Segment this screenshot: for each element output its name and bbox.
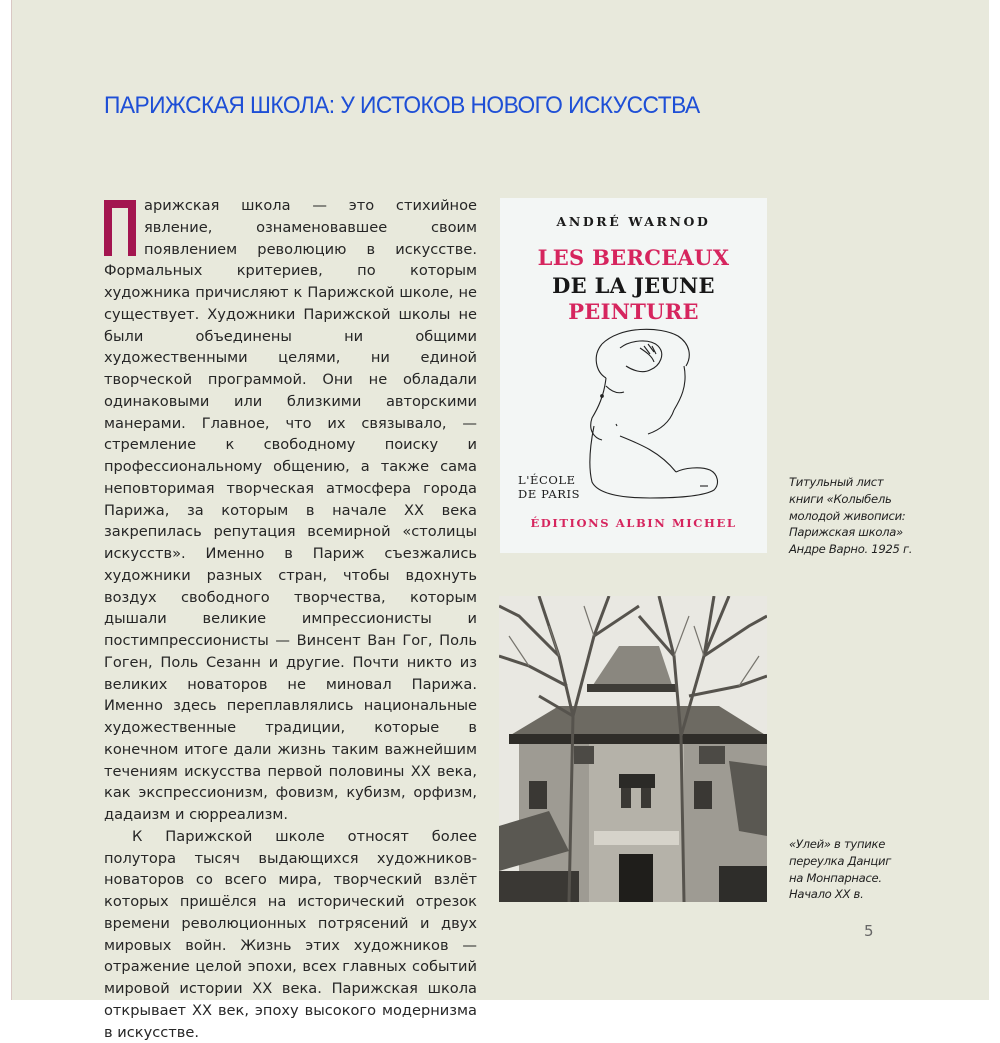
caption-line: Парижская школа» <box>789 525 903 540</box>
cover-subtitle <box>518 473 580 501</box>
cover-author: ANDRÉ WARNOD <box>556 214 711 229</box>
caption-line: переулка Данциг <box>789 853 892 868</box>
cover-title-line-1: LES BERCEAUX <box>537 245 730 270</box>
page-title: ПАРИЖСКАЯ ШКОЛА: У ИСТОКОВ НОВОГО ИСКУССТВА <box>104 92 700 119</box>
cover-caption <box>789 474 919 558</box>
article-body <box>104 195 477 1043</box>
caption-line: Начало XX в. <box>789 887 864 902</box>
photo-caption <box>789 836 919 903</box>
paragraph-2: К Парижской школе относят более полутора тысяч выдающихся художников-новаторов со всего мира, творческий взлёт которых пришёлся на исторический отрезок времени революционных потрясений и двух мировых войн. Жизнь этих художников — отражение целой эпохи, всех главных событий мировой истории XX века. Парижская школа открывает XX век, эпоху высокого модернизма в искусстве. <box>104 827 477 1041</box>
book-cover-image <box>500 198 767 553</box>
caption-line: книги «Колыбель <box>789 491 892 506</box>
paragraph-1 <box>104 195 477 826</box>
nude-sketch-icon <box>580 326 730 506</box>
cover-subtitle-line-1: L'ÉCOLE <box>518 473 576 487</box>
page-number: 5 <box>864 922 874 940</box>
caption-line: Титульный лист <box>789 475 884 489</box>
la-ruche-photo <box>499 596 767 902</box>
building-with-trees-icon <box>499 596 767 902</box>
caption-line: «Улей» в тупике <box>789 837 886 851</box>
cover-publisher: ÉDITIONS ALBIN MICHEL <box>530 516 737 530</box>
caption-line: молодой живописи: <box>789 508 906 523</box>
cover-title-line-2: DE LA JEUNE <box>552 273 715 298</box>
caption-line: Андре Варно. 1925 г. <box>789 542 913 557</box>
drop-cap <box>104 200 136 256</box>
drop-cap-glyph-icon <box>104 200 136 256</box>
cover-subtitle-line-2: DE PARIS <box>518 487 581 501</box>
paragraph-1-text: арижская школа — это стихийное явление, ознаменовавшее своим появлением революцию в искусстве. Формальных критериев, по которым художника причисляют к Парижской школе, не существует. Художники Парижской школы не были объединены ни общими художественными целями, ни единой творческой программой. Они не обладали одинаковыми или близкими авторскими манерами. Главное, что их связывало, — стремление к свободному поиску и профессиональному общению, а также сама неповторимая творческая атмосфера города Парижа, за которым в начале XX века закрепилась репутация всемирной «столицы искусств». Именно в Париж съезжались художники разных стран, чтобы вдохнуть воздух свободного творчества, которым дышали великие импрессионисты и постимпрессионисты — Винсент Ван Гог, Поль Гоген, Поль Сезанн и другие. Почти никто из великих новаторов не миновал Парижа. Именно здесь переплавлялись национальные художественные традиции, которые в конечном итоге дали жизнь таким важнейшим течениям искусства первой половины XX века, как экспрессионизм, фовизм, кубизм, орфизм, дадаизм и сюрреализм. <box>104 197 477 823</box>
caption-line: на Монпарнасе. <box>789 870 882 885</box>
cover-title-line-3: PEINTURE <box>568 299 699 324</box>
